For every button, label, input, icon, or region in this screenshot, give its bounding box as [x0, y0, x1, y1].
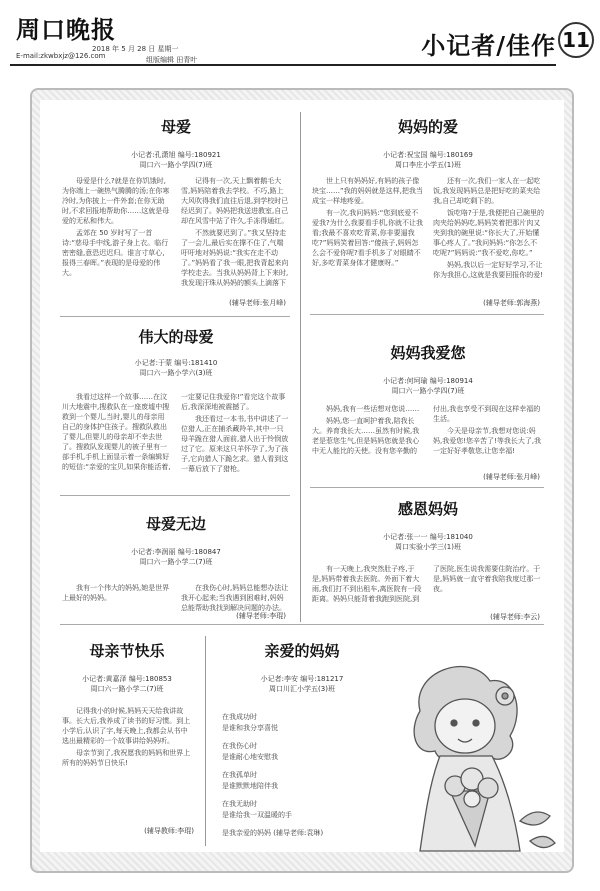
article-byline: 小记者:何坷瑜 编号:180914 — [383, 377, 473, 385]
article-body — [312, 176, 544, 298]
poem-teacher: (辅导老师:袁琳) — [273, 829, 324, 837]
section-title: 小记者/佳作 — [421, 31, 556, 60]
paragraph: 孟郊在 50 岁时写了一首诗:“慈母手中线,游子身上衣。临行密密缝,意恐迟迟归。谁言寸草心,报得三春晖。”表现的是母爱的伟大。 — [62, 229, 169, 277]
paragraph: 有一次,我问妈妈:“您到底爱不爱我?为什么我要看手机,你就不让我看;我最不喜欢吃青菜,你非要逼我吃?”妈妈笑着回答:“傻孩子,妈妈怎么会不爱你呢?看手机多了对眼睛不好,多吃青菜身体才健康呀。” — [312, 209, 423, 267]
girl-with-flowers-illustration — [380, 641, 560, 861]
article-teacher: (辅导老师:张月峰) — [229, 299, 286, 307]
article-muqinjie-kuaile — [56, 636, 198, 846]
article-mama-de-ai — [312, 112, 544, 310]
poem-line: 是谁耐心地安慰我 — [222, 753, 278, 761]
paragraph: 不然就要迟到了。”我又坚持走了一会儿,最后实在撑不住了,气喘吁吁地对妈妈说:“我实在走不动了。”妈妈看了我一眼,把我背起来向学校走去。当我从妈妈背上下来时,我发现汗珠从妈妈的额头上滴落下 — [181, 229, 289, 287]
poem-line: 在我成功时 — [222, 713, 257, 721]
article-title: 妈妈我爱您 — [390, 344, 466, 362]
article-school: 周口六一路小学四(7)班 — [139, 161, 213, 169]
column-divider — [205, 636, 206, 846]
paragraph: 有一天晚上,我突然肚子疼,于是,妈妈带着我去医院。外面下着大雨,我们打不到出租车,离医院有一段距离。妈妈只能背着我跑到医院,到了医院,医生说我需要住院治疗。于是,妈妈就一直守着我陪我度过那一夜。 — [312, 565, 541, 603]
article-byline: 小记者:祝宝国 编号:180169 — [383, 151, 473, 159]
article-body — [62, 176, 290, 296]
poem-line: 在我无助时 — [222, 800, 257, 808]
paragraph: 世上只有妈妈好,有妈的孩子像块宝……”我的妈妈就是这样,把我当成宝一样地疼爱。 — [312, 177, 423, 205]
article-title: 母爱 — [160, 118, 191, 136]
paragraph: 母亲节到了,我祝愿我的妈妈和世界上所有的妈妈节日快乐! — [62, 749, 191, 767]
article-byline: 小记者:于蒙 编号:181410 — [134, 359, 218, 367]
article-school: 周口六一路小学二(7)班 — [90, 685, 164, 693]
poem-line: 在我伤心时 — [222, 742, 257, 750]
row-divider — [60, 495, 290, 496]
masthead — [0, 0, 600, 70]
article-teacher: (辅导老师:李琨) — [236, 612, 286, 620]
paragraph: 母爱是什么?就是在你饥饿时,为你端上一碗热气腾腾的汤;在你寒冷时,为你披上一件外套;在你无助时,不求回报地帮助你……这就是母爱的无私和伟大。 — [62, 177, 170, 225]
poem-body — [222, 712, 323, 839]
poem-line: 在我孤单时 — [222, 771, 257, 779]
article-mama-wo-ai-nin — [312, 322, 544, 484]
article-muai-wubian — [62, 505, 290, 620]
issue-date: 2018 年 5 月 28 日 星期一 — [92, 45, 179, 53]
article-mu-ai — [62, 112, 290, 312]
article-title: 妈妈的爱 — [397, 118, 458, 136]
article-body — [62, 392, 290, 490]
article-byline: 小记者:张一一 编号:181040 — [383, 533, 473, 541]
paragraph: 妈妈,我以后一定好好学习,不让你为我担心,这就是我要回报你的爱! — [433, 261, 544, 279]
poem-line: 是谁默默地陪伴我 — [222, 782, 278, 790]
article-school: 周口实验小学三(1)班 — [395, 543, 461, 551]
poem-byline: 小记者:李安 编号:181217 — [260, 675, 344, 683]
row-divider — [60, 316, 290, 317]
article-school: 周口六一路小学四(7)班 — [391, 387, 465, 395]
paragraph: 在我伤心时,妈妈总能想办法让我开心起来;当我遇到困难时,妈妈总能帮助我找到解决问题的办法。 — [181, 584, 289, 612]
row-divider — [310, 314, 544, 315]
article-teacher: (辅导老师:张月峰) — [483, 473, 540, 481]
poem-school: 周口川汇小学五(3)班 — [269, 685, 335, 693]
article-title: 感恩妈妈 — [397, 500, 458, 518]
article-byline: 小记者:黄嘉泽 编号:180853 — [82, 675, 172, 683]
article-title: 伟大的母爱 — [138, 328, 214, 346]
article-teacher: (辅导教师:李琨) — [144, 827, 194, 835]
contact-email: E-mail:zkwbxjz@126.com — [16, 52, 106, 60]
row-divider — [60, 624, 544, 625]
paragraph: 记得有一次,天上飘着鹅毛大雪,妈妈陪着我去学校。不巧,路上大风吹得我们直往后退,到学校时已经迟到了。妈妈把我送进教室,自己却在风雪中站了许久,手冻得通红。 — [181, 177, 289, 225]
newspaper-logo: 周口晚报 — [16, 15, 116, 44]
paragraph: 还有一次,我们一家人在一起吃饭,我发现妈妈总是把好吃的菜夹给我,自己却吃剩下的。 — [433, 177, 541, 205]
article-byline: 小记者:李润丽 编号:180847 — [131, 548, 221, 556]
masthead-rule — [10, 64, 556, 66]
column-divider — [300, 112, 301, 622]
article-ganen-mama — [312, 494, 544, 620]
paragraph: 我还看过一本书,书中讲述了一位猎人,正在捕杀藏羚羊,其中一只母羊跪在猎人面前,猎人出于怜悯放过了它。原来这只羊怀孕了,为了孩子,它向猎人下跪乞求。猎人看到这一幕后放下了猎枪。 — [181, 415, 289, 473]
paragraph: 我有一个伟大的妈妈,她是世界上最好的妈妈。 — [62, 584, 170, 602]
paragraph: 记得我小的时候,妈妈天天给我讲故事。长大后,我养成了读书的好习惯。到上小学后,认识了字,每天晚上,我都会从书中选出最精彩的一个故事讲给妈妈听。 — [62, 707, 191, 745]
paragraph: 今天是母亲节,我想对您说:妈妈,我爱您!您辛苦了!等我长大了,我一定好好孝敬您,让您幸福! — [433, 427, 542, 455]
article-title: 母爱无边 — [145, 515, 206, 533]
article-teacher: (辅导老师:李云) — [490, 613, 540, 621]
paragraph: 我看过这样一个故事……在汶川大地震中,搜救队在一座废墟中搜救到一个婴儿,当时,婴儿的母亲用自己的身体护住孩子。搜救队救出了婴儿,但婴儿的母亲却不幸去世了。搜救队发现婴儿的被子里有一部手机,手机上面显示着一条编辑好的短信:“亲爱的宝贝,如果你能活着,一定要记住我爱你!”看完这个故事后,我深深地被震撼了。 — [62, 393, 286, 471]
row-divider — [310, 487, 544, 488]
paragraph: 妈妈,我有一些话想对您说…… — [326, 405, 420, 413]
article-teacher: (辅导老师:郭海燕) — [483, 299, 540, 307]
article-body — [56, 706, 198, 822]
poem-line: 是谁和我分享喜悦 — [222, 724, 278, 732]
article-school: 周口六一路小学六(3)班 — [139, 369, 213, 377]
article-title: 母亲节快乐 — [89, 642, 165, 660]
poem-qinai-de-mama — [212, 636, 392, 846]
paragraph: 妈妈,您一直呵护着我,陪我长大。养育我长大……虽然有时候,我老是惹您生气,但是妈妈您就是我心中无人能比的天使。没有您辛勤的付出,我也享受不到现在这样幸福的生活。 — [312, 405, 541, 455]
poem-title: 亲爱的妈妈 — [264, 642, 340, 660]
article-body — [312, 564, 544, 612]
article-weida-de-muai — [62, 322, 290, 492]
article-body — [62, 583, 290, 613]
article-byline: 小记者:孔潇旭 编号:180921 — [131, 151, 221, 159]
paragraph: 饭吃咯?于是,我便把自己碗里的肉夹给妈妈吃,妈妈笑着把那片肉又夹到我的碗里说:“你长大了,开始懂事心疼人了。”我问妈妈:“你怎么不吃呢?”妈妈说:“我不爱吃,你吃。” — [433, 209, 544, 257]
article-school: 周口六一路小学二(7)班 — [139, 558, 213, 566]
article-body — [312, 404, 544, 470]
article-school: 周口李庄小学五(1)班 — [395, 161, 461, 169]
poem-closing: 是我亲爱的妈妈 — [222, 829, 271, 837]
poem-line: 是谁给我一双温暖的手 — [222, 811, 292, 819]
page-number: 11 — [558, 22, 594, 58]
layout-editor: 组版编辑 田青叶 — [146, 56, 198, 64]
